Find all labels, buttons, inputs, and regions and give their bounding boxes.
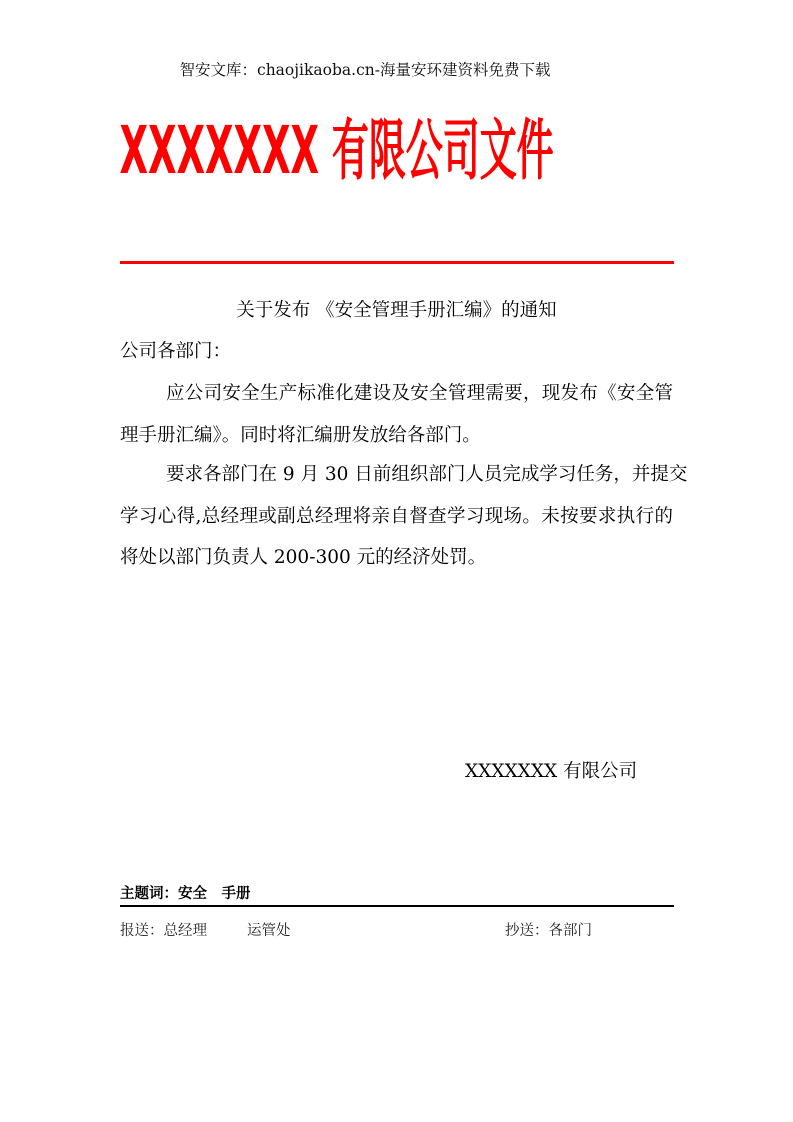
header-title-text: XXXXXXX 有限公司文件 bbox=[119, 112, 554, 189]
notice-title: 关于发布 《安全管理手册汇编》的通知 bbox=[236, 300, 557, 321]
signature: XXXXXXX 有限公司 bbox=[465, 761, 638, 782]
paragraph-line: 应公司安全生产标准化建设及安全管理需要，现发布《安全管 bbox=[166, 383, 673, 404]
send-to bbox=[120, 919, 291, 940]
send-to-extra: 运管处 bbox=[247, 923, 291, 939]
keywords: 主题词：安全 手册 bbox=[120, 886, 251, 902]
salutation: 公司各部门： bbox=[120, 341, 232, 362]
paragraph-line: 学习心得,总经理或副总经理将亲自督查学习现场。未按要求执行的 bbox=[120, 506, 673, 527]
cc: 抄送：各部门 bbox=[505, 923, 592, 939]
document-header-title bbox=[0, 106, 793, 196]
send-to-label: 报送：总经理 bbox=[120, 923, 207, 939]
red-divider bbox=[120, 261, 674, 264]
paragraph-line: 要求各部门在 9 月 30 日前组织部门人员完成学习任务，并提交 bbox=[166, 464, 688, 485]
paragraph-line: 理手册汇编》。同时将汇编册发放给各部门。 bbox=[120, 425, 481, 446]
watermark-text: 智安文库：chaojikaoba.cn-海量安环建资料免费下载 bbox=[179, 61, 551, 79]
paragraph-line: 将处以部门负责人 200-300 元的经济处罚。 bbox=[120, 547, 487, 568]
footer-divider bbox=[120, 905, 674, 907]
